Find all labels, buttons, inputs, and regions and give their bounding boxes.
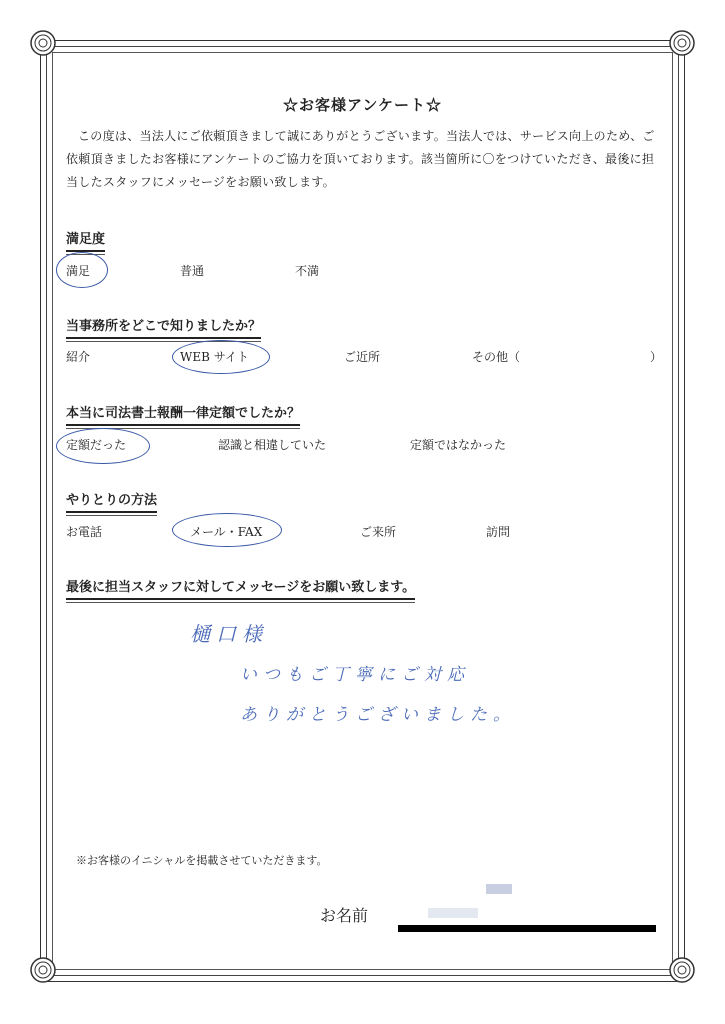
option-not-fixed[interactable]: 定額ではなかった <box>410 438 507 452</box>
option-normal[interactable]: 普通 <box>180 264 205 278</box>
question-satisfaction: 満足度 <box>66 228 105 252</box>
message-heading: 最後に担当スタッフに対してメッセージをお願い致します。 <box>66 576 415 600</box>
name-label: お名前 <box>320 906 369 925</box>
selection-circle <box>172 340 270 374</box>
corner-ornament-icon <box>668 29 696 57</box>
corner-ornament-icon <box>29 29 57 57</box>
corner-ornament-icon <box>668 956 696 984</box>
option-different[interactable]: 認識と相違していた <box>218 438 327 452</box>
option-neighborhood[interactable]: ご近所 <box>344 350 381 364</box>
selection-circle <box>172 513 282 547</box>
option-referral[interactable]: 紹介 <box>66 350 91 364</box>
option-home-visit[interactable]: 訪問 <box>486 525 511 539</box>
option-other-close: ） <box>650 350 663 364</box>
option-mail-fax[interactable]: メール・FAX <box>190 525 263 539</box>
question-source: 当事務所をどこで知りましたか？ <box>66 315 261 339</box>
option-visit-office[interactable]: ご来所 <box>360 525 397 539</box>
initials-note: ※お客様のイニシャルを掲載させていただきます。 <box>76 854 328 867</box>
handwritten-line: ありがとうございました。 <box>240 705 516 725</box>
option-unsatisfied[interactable]: 不満 <box>295 264 320 278</box>
option-website[interactable]: WEB サイト <box>180 350 249 364</box>
redacted-name-bar <box>398 925 656 932</box>
selection-circle <box>56 428 150 464</box>
redacted-mark <box>486 884 512 894</box>
option-fixed[interactable]: 定額だった <box>66 438 127 452</box>
page-title: ☆お客様アンケート☆ <box>282 96 443 114</box>
intro-text: この度は、当法人にご依頼頂きまして誠にありがとうございます。当法人では、サービス向上のため、ご依頼頂きましたお客様にアンケートのご協力を頂いております。該当箇所に〇をつけていただき、最後に担当したスタッフにメッセージをお願い致します。 <box>66 129 655 189</box>
question-fixed-fee: 本当に司法書士報酬一律定額でしたか？ <box>66 402 300 426</box>
option-phone[interactable]: お電話 <box>66 525 103 539</box>
selection-circle <box>56 252 108 288</box>
option-satisfied[interactable]: 満足 <box>66 264 91 278</box>
option-other[interactable]: その他（ <box>472 350 521 364</box>
redacted-mark <box>428 908 478 918</box>
handwritten-line: 樋口様 <box>190 622 268 646</box>
corner-ornament-icon <box>29 956 57 984</box>
question-contact-method: やりとりの方法 <box>66 489 157 513</box>
handwritten-line: いつもご丁寧にご対応 <box>240 665 470 685</box>
